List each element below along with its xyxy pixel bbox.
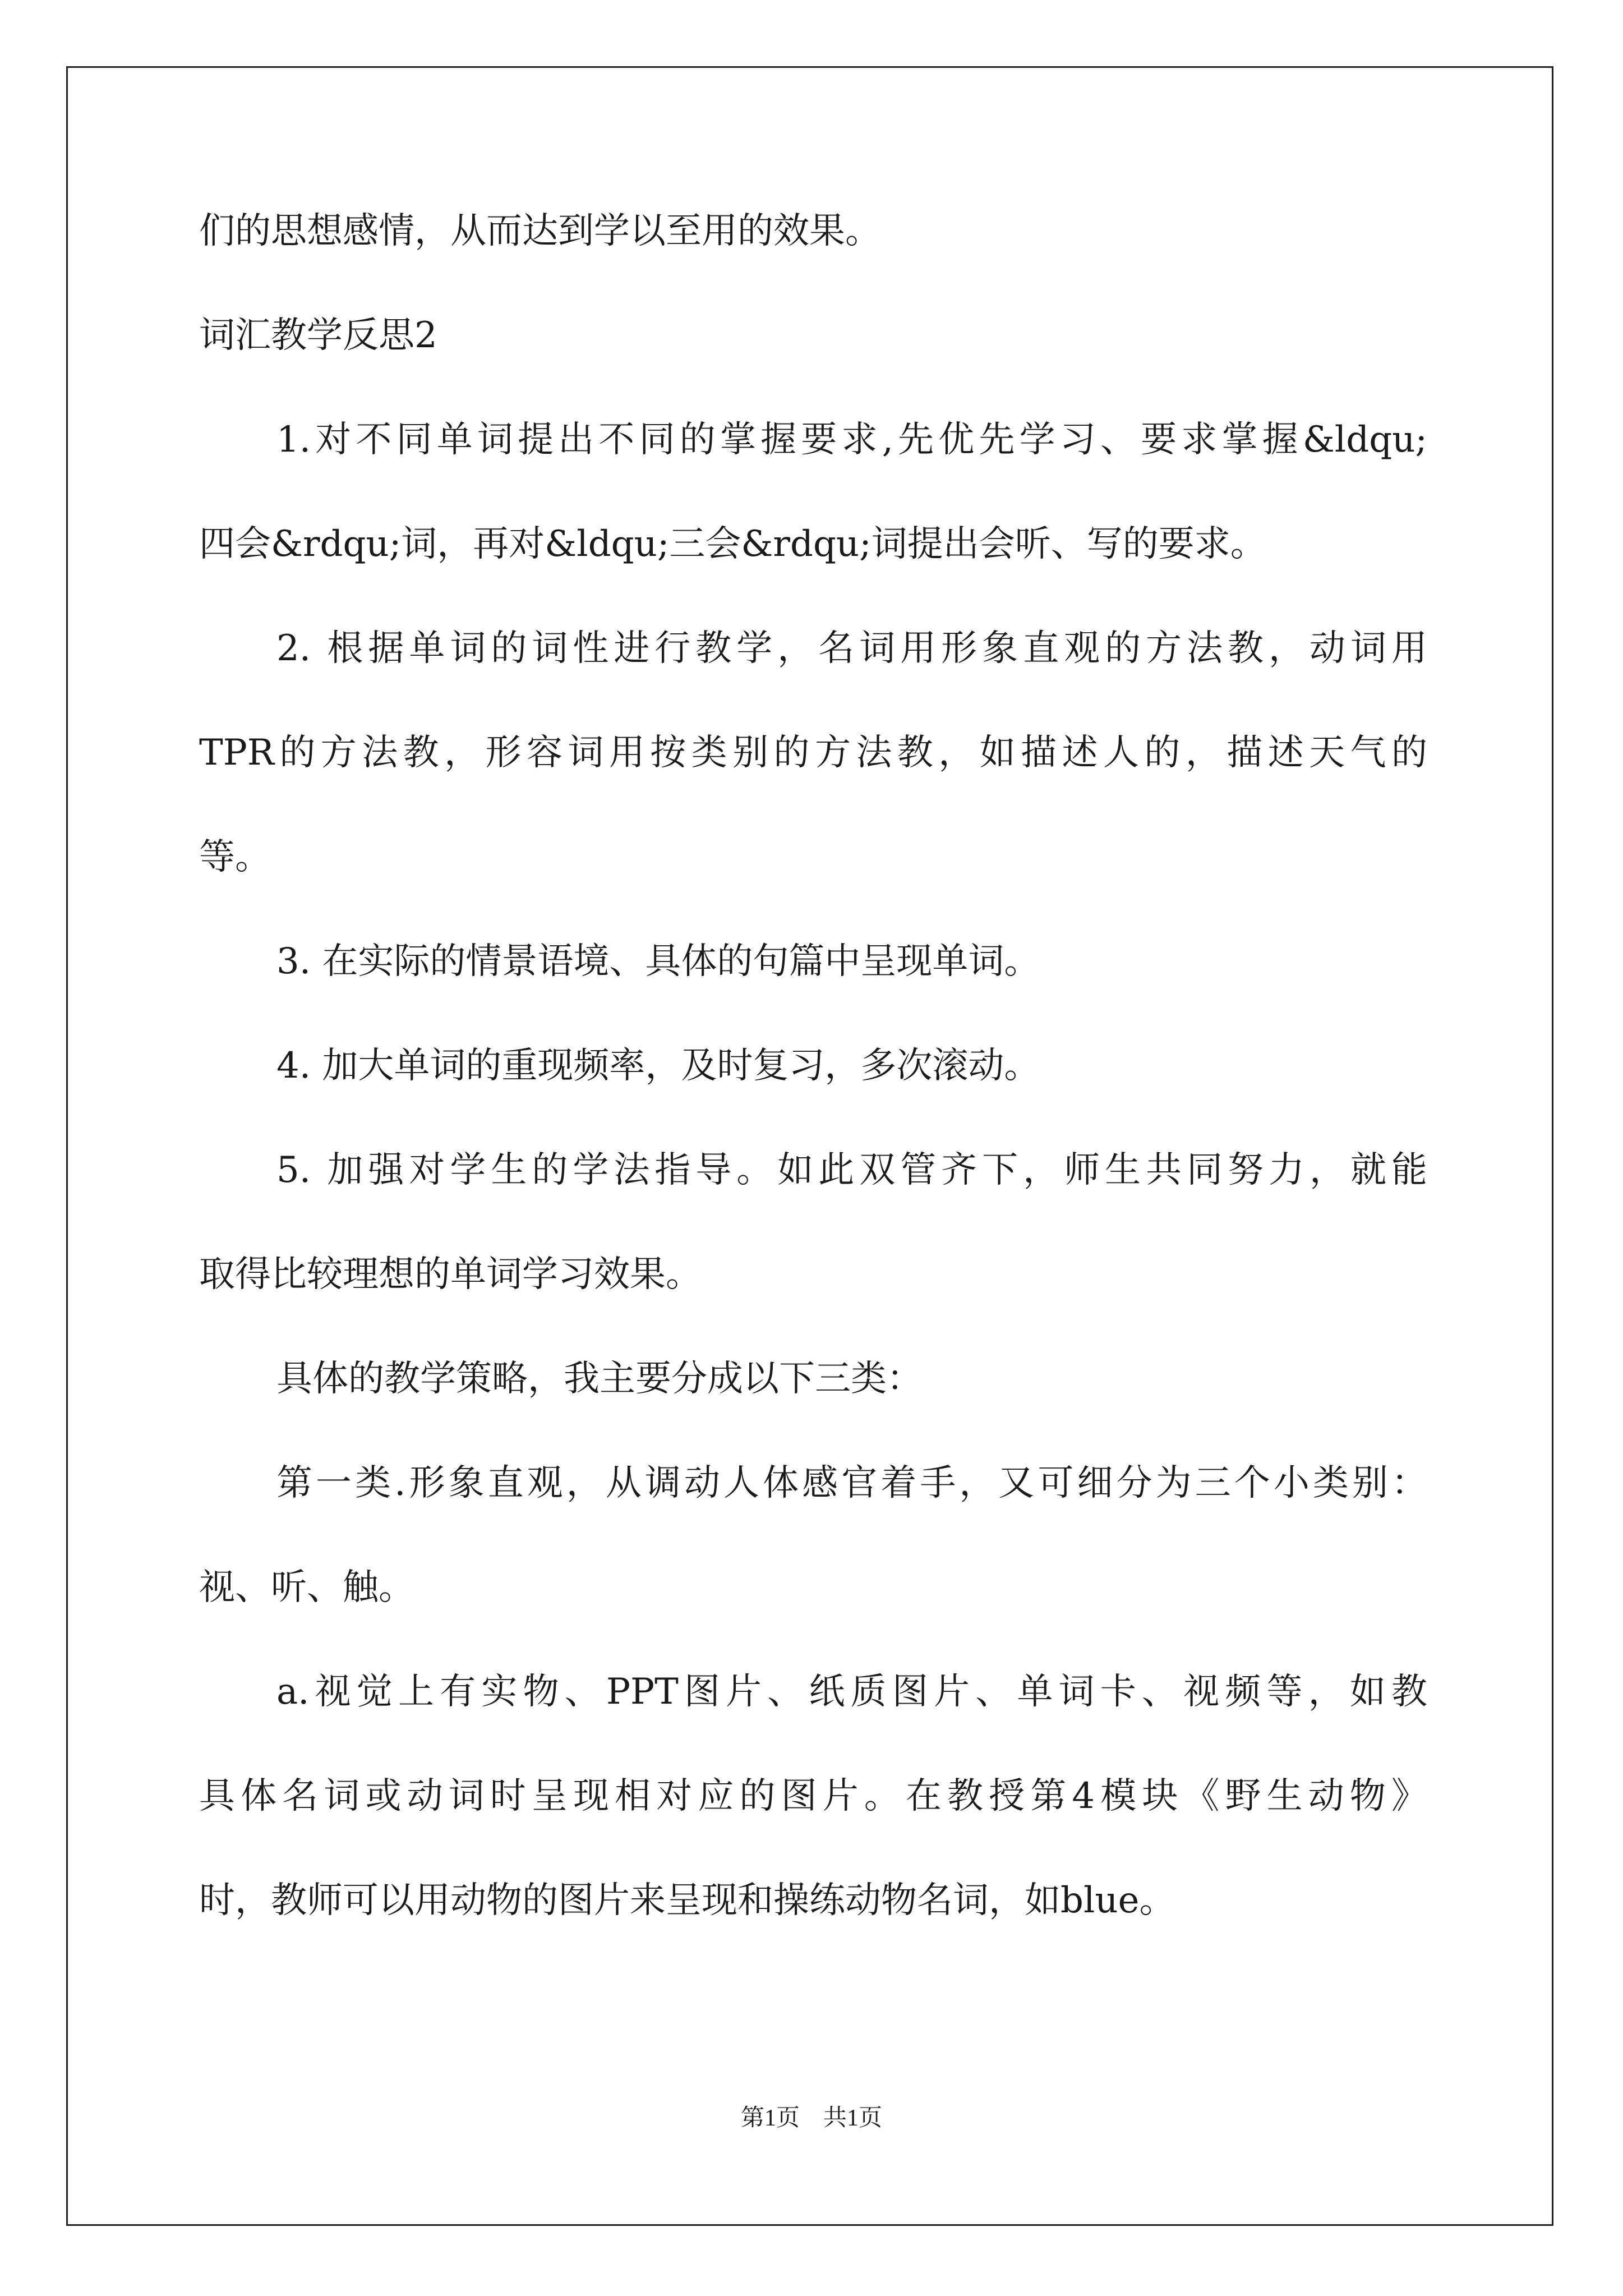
text-line: 具体名词或动词时呈现相对应的图片。在教授第4模块《野生动物》 [199, 1775, 1427, 1817]
text-line: 们的思想感情，从而达到学以至用的效果。 [199, 210, 881, 252]
text-line: 具体的教学策略，我主要分成以下三类： [276, 1358, 923, 1400]
text-line: 第一类.形象直观，从调动人体感官着手，又可细分为三个小类别： [276, 1462, 1427, 1504]
text-line: 3. 在实际的情景语境、具体的句篇中呈现单词。 [276, 941, 1040, 982]
page-number: 第1页 共1页 [740, 2105, 882, 2131]
text-line: 时，教师可以用动物的图片来呈现和操练动物名词，如blue。 [199, 1880, 1175, 1921]
text-line: 视、听、触。 [199, 1567, 414, 1608]
text-line: a.视觉上有实物、PPT图片、纸质图片、单词卡、视频等，如教 [276, 1671, 1427, 1713]
text-line: 4. 加大单词的重现频率，及时复习，多次滚动。 [276, 1045, 1040, 1087]
text-line: 四会&rdqu;词，再对&ldqu;三会&rdqu;词提出会听、写的要求。 [199, 523, 1266, 565]
text-line: 等。 [199, 836, 271, 878]
text-line: TPR的方法教，形容词用按类别的方法教，如描述人的，描述天气的 [199, 732, 1427, 774]
text-line: 1.对不同单词提出不同的掌握要求,先优先学习、要求掌握&ldqu; [276, 419, 1427, 461]
section-heading: 词汇教学反思2 [199, 315, 437, 356]
text-line: 取得比较理想的单词学习效果。 [199, 1254, 702, 1295]
text-line: 2. 根据单词的词性进行教学，名词用形象直观的方法教，动词用 [276, 628, 1427, 669]
text-line: 5. 加强对学生的学法指导。如此双管齐下，师生共同努力，就能 [276, 1149, 1427, 1191]
